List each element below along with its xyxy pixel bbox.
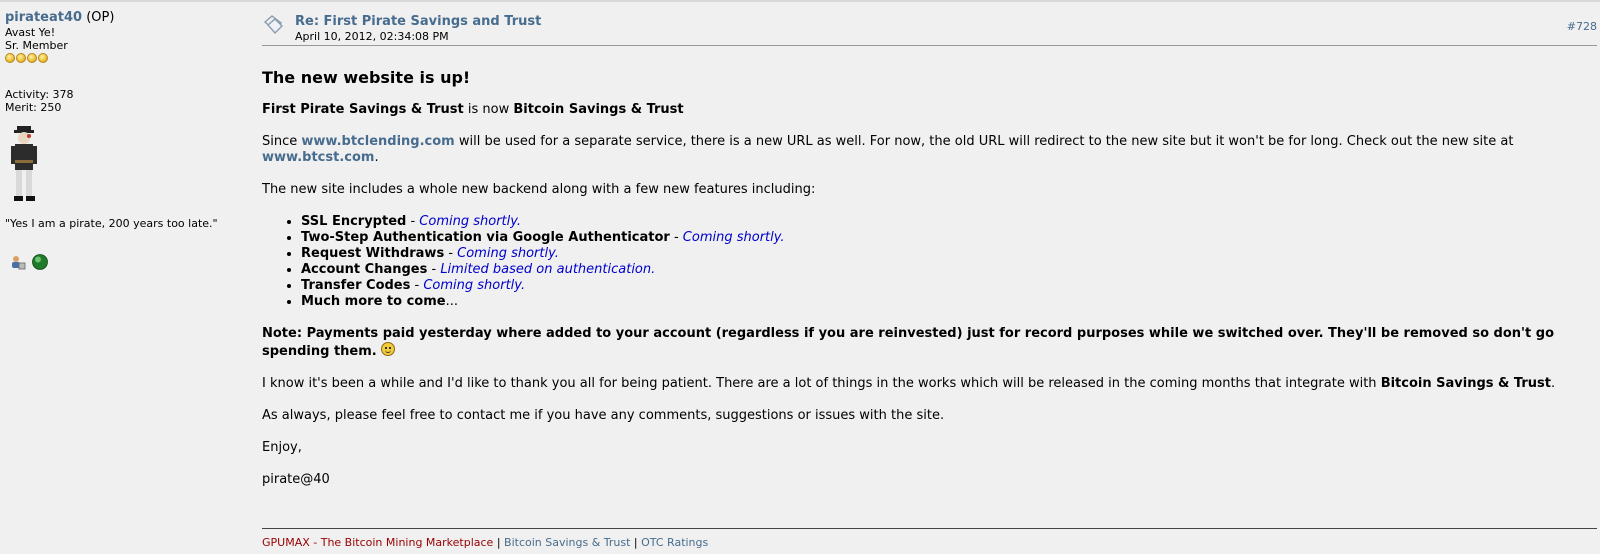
feature-name: Transfer Codes <box>301 278 411 293</box>
note-text: Note: Payments paid yesterday where added to your account (regardless if you are reinvested) just for record purposes while we switched over. They'll be removed so don't go spending them. <box>262 326 1555 359</box>
feature-name: Account Changes <box>301 262 428 277</box>
feature-status: Coming shortly. <box>457 246 559 261</box>
feature-sep: - <box>669 230 683 245</box>
poster-name-line <box>5 10 245 26</box>
thanks-brand: Bitcoin Savings & Trust <box>1380 376 1551 391</box>
feature-sep: - <box>406 214 420 229</box>
feature-name: Much more to come <box>301 294 446 309</box>
feature-sep: - <box>410 278 424 293</box>
top-divider <box>0 0 1600 2</box>
btcst-link[interactable]: www.btcst.com <box>262 150 375 165</box>
list-item <box>301 230 1597 246</box>
contact-paragraph: As always, please feel free to contact me if you have any comments, suggestions or issues with the site. <box>262 408 945 423</box>
star-icon <box>38 53 48 63</box>
post-header <box>295 10 541 43</box>
star-icon <box>16 53 26 63</box>
signature <box>262 536 708 549</box>
feature-status: Coming shortly. <box>419 214 522 229</box>
bst-link[interactable]: Bitcoin Savings & Trust <box>504 536 631 549</box>
personal-text: Avast Ye! <box>5 26 56 39</box>
signature-divider <box>262 528 1597 529</box>
post-topic-icon <box>262 13 284 35</box>
rename-line <box>262 102 1597 118</box>
post-heading: The new website is up! <box>262 68 471 87</box>
url-text-c: . <box>374 150 379 165</box>
op-label: (OP) <box>82 10 115 25</box>
thanks-paragraph <box>262 376 1597 392</box>
note-paragraph <box>262 326 1597 360</box>
list-item <box>301 278 1597 294</box>
feature-ellipsis: ... <box>445 294 458 309</box>
list-item <box>301 262 1597 278</box>
smiley-icon <box>381 342 395 356</box>
post-subject-link[interactable]: Re: First Pirate Savings and Trust <box>295 14 542 29</box>
old-name: First Pirate Savings & Trust <box>262 102 464 117</box>
feature-sep: - <box>444 246 458 261</box>
url-paragraph <box>262 134 1597 166</box>
list-item <box>301 294 1597 310</box>
rename-text: is now <box>463 102 514 117</box>
feature-name: Request Withdraws <box>301 246 445 261</box>
header-divider <box>262 45 1597 46</box>
sig-sep: | <box>630 536 642 549</box>
thanks-text: I know it's been a while and I'd like to thank you all for being patient. There are a lot of things in the works which will be released in the coming months that integrate with <box>262 376 1381 391</box>
thanks-end: . <box>1550 376 1556 391</box>
list-item <box>301 214 1597 230</box>
feature-name: SSL Encrypted <box>301 214 407 229</box>
post-body <box>262 68 1597 504</box>
activity-count: Activity: 378 <box>5 88 74 101</box>
new-name: Bitcoin Savings & Trust <box>513 102 684 117</box>
url-text-b: will be used for a separate service, there is a new URL as well. For now, the old URL will redirect to the new site but it won't be for long. Check out the new site at <box>454 134 1514 149</box>
feature-sep: - <box>427 262 441 277</box>
message-number-link[interactable]: #728 <box>1566 20 1597 33</box>
feature-status: Limited based on authentication. <box>440 262 656 277</box>
star-icon <box>5 53 15 63</box>
feature-name: Two-Step Authentication via Google Authenticator <box>301 230 670 245</box>
feature-list <box>262 214 1597 310</box>
poster-quote: "Yes I am a pirate, 200 years too late." <box>5 217 218 230</box>
enjoy-line: Enjoy, <box>262 440 302 455</box>
poster-name-link[interactable]: pirateat40 <box>5 10 83 25</box>
poster-icons <box>5 254 245 270</box>
post-date: April 10, 2012, 02:34:08 PM <box>295 30 449 43</box>
avatar <box>5 124 45 204</box>
gpumax-link[interactable]: GPUMAX - The Bitcoin Mining Marketplace <box>262 536 494 549</box>
website-globe-icon[interactable] <box>32 254 48 270</box>
sig-sep: | <box>493 536 505 549</box>
feature-status: Coming shortly. <box>423 278 526 293</box>
star-icon <box>27 53 37 63</box>
btclending-link[interactable]: www.btclending.com <box>301 134 455 149</box>
list-item <box>301 246 1597 262</box>
profile-icon[interactable] <box>10 254 26 270</box>
merit-count: Merit: 250 <box>5 101 62 114</box>
poster-info <box>5 10 245 270</box>
rank-stars <box>5 53 245 63</box>
otc-ratings-link[interactable]: OTC Ratings <box>641 536 709 549</box>
features-intro: The new site includes a whole new backend along with a few new features including: <box>262 182 816 197</box>
signoff-line: pirate@40 <box>262 472 330 487</box>
poster-stats <box>5 88 245 114</box>
feature-status: Coming shortly. <box>682 230 785 245</box>
url-text-a: Since <box>262 134 302 149</box>
member-rank: Sr. Member <box>5 39 68 52</box>
